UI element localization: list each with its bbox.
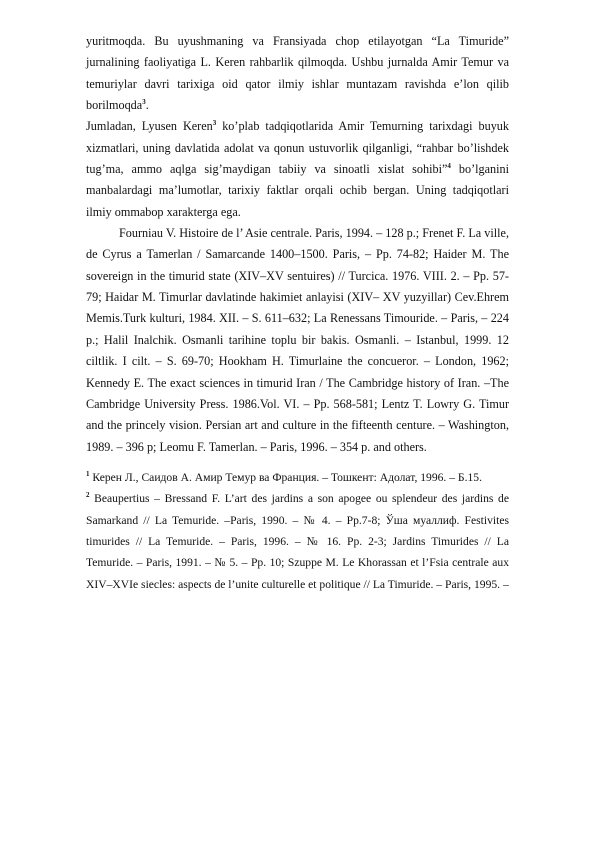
footnote-1 (86, 467, 509, 488)
footnote-2 (86, 488, 509, 595)
paragraph-text: ko’plab tadqiqotlarida Amir Temurning tarixdagi buyuk xizmatlari, uning davlatida adolat va qonun ustuvorlik qilganligi, “rahbar bo’lishdek tug’ma, ammo aqlga sig’maydigan tabiiy va sinoatli xislat sohibi” (86, 119, 509, 177)
page-content (86, 31, 509, 595)
footnote-text: Керен Л., Саидов А. Амир Темур ва Франция. – Тошкент: Адолат, 1996. – Б.15. (89, 470, 482, 484)
body-paragraph-1 (86, 31, 509, 116)
footnote-text: Beaupertius – Bressand F. L’art des jardins a son apogee ou splendeur des jardins de Samarkand // La Temuride. –Paris, 1990. – № 4. – Pp.7-8; Ўша муаллиф. Festivites timurides // La Temuride. – Paris, 1996. – № 16. Pp. 2-3; Jardins Timurides // La Temuride. – Paris, 1991. – № 5. – Pp. 10; Szuppe M. Le Khorassan et l’Fsia centrale aux XIV–XVIe siecles: aspects de l’unite culturelle et politique // La Timuride. – Paris, 1995. – (86, 492, 509, 591)
paragraph-text: Jumladan, Lyusen Keren (86, 119, 213, 134)
paragraph-text-end: . (145, 98, 149, 113)
footnote-number-1: 1 (86, 470, 90, 479)
body-paragraph-2 (86, 116, 509, 223)
bibliography-paragraph: Fourniau V. Histoire de l’ Asie centrale. Paris, 1994. – 128 p.; Frenet F. La ville, de Cyrus a Tamerlan / Samarcande 1400–1500. Paris, – Pp. 74-82; Haider M. The sovereign in the timurid state (XIV–XV sentuires) // Turcica. 1976. VIII. 2. – Pp. 57-79; Haidar M. Timurlar davlatinde hakimiet anlayisi (XIV– XV yuzyillar) Cev.Ehrem Memis.Turk kulturi, 1984. XII. – S. 611–632; La Renessans Timouride. – Paris, – 224 p.; Halil Inalchik. Osmanli tarihine toplu bir bakis. Osmanli. – Istanbul, 1999. 12 ciltlik. I cilt. – S. 69-70; Hookham H. Timurlaine the concueror. – London, 1962; Kennedy E. The exact sciences in timurid Iran / The Cambridge history of Iran. –The Cambridge University Press. 1986.Vol. VI. – Pp. 568-581; Lentz T. Lowry G. Timur and the princely vision. Persian art and culture in the fifteenth centure. – Washington, 1989. – 396 p; Leomu F. Tamerlan. – Paris, 1996. – 354 p. and others. (86, 226, 509, 454)
paragraph-text: yuritmoqda. Bu uyushmaning va Fransiyada chop etilayotgan “La Timuride” jurnalining faoliyatiga L. Keren rahbarlik qilmoqda. Ushbu jurnalda Amir Temur va temuriylar davri tarixiga oid qator ilmiy ishlar muntazam ravishda e’lon qilib borilmoqda (86, 34, 509, 113)
paragraph-text: bo’lganini manbalardagi ma’lumotlar, tarixiy faktlar orqali ochib bergan. Uning tadqiqotlari ilmiy ommabop xarakterga ega. (86, 162, 509, 219)
footnote-ref-3: 3 (212, 119, 217, 128)
footnote-ref-4: 4 (447, 162, 451, 170)
footnote-number-2: 2 (86, 491, 90, 500)
footnote-ref-3: 3 (142, 97, 146, 106)
